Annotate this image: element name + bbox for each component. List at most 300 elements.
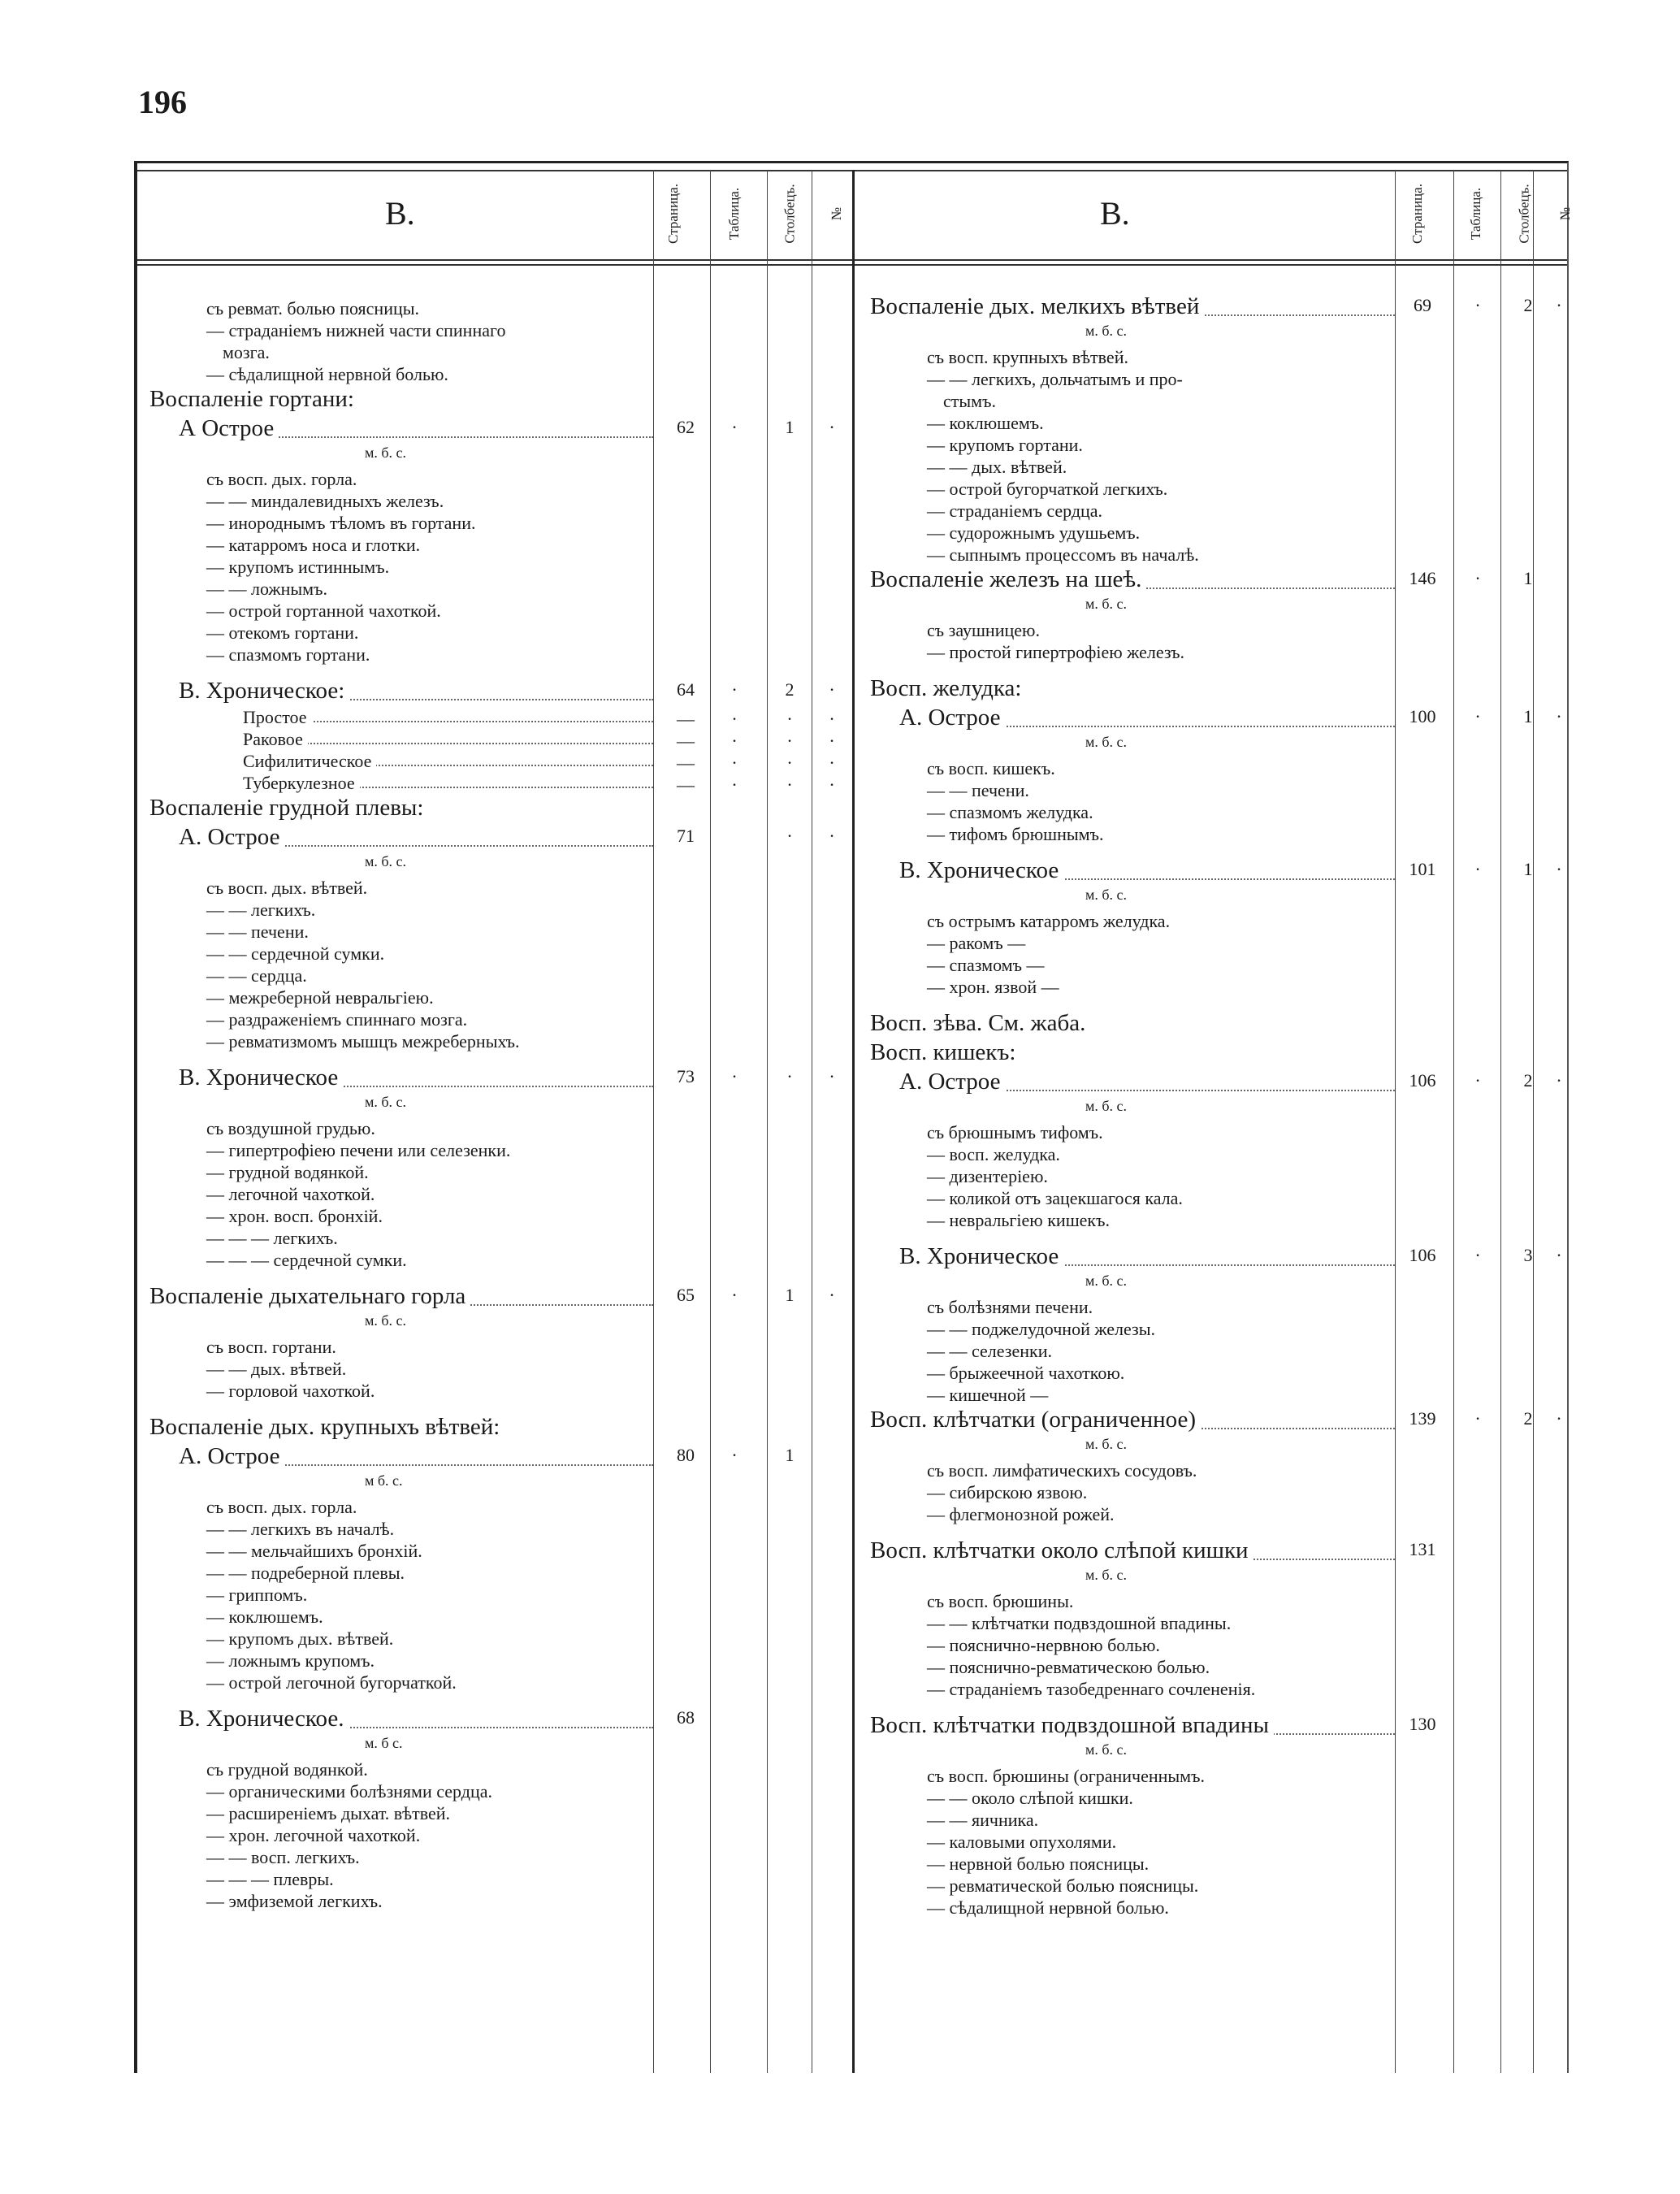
entry-text: — — легкихъ въ началѣ. — [206, 1519, 399, 1539]
spacer — [870, 1701, 1395, 1712]
table-ref: · — [731, 1066, 738, 1086]
entry-text: — — поджелудочной железы. — [927, 1319, 1160, 1339]
spacer — [149, 1053, 653, 1064]
right-col-rule-2 — [1453, 170, 1454, 2073]
index-entry — [149, 535, 653, 557]
index-entry — [870, 1591, 1395, 1613]
entry-text: — сибирскою язвою. — [927, 1482, 1092, 1502]
entry-text: — — около слѣпой кишки. — [927, 1788, 1138, 1808]
entry-text: — брыжеечной чахоткою. — [927, 1363, 1129, 1383]
entry-text: — отекомъ гортани. — [206, 622, 363, 643]
index-entry — [870, 457, 1395, 479]
index-entry — [870, 1875, 1395, 1897]
entry-text: — раздраженіемъ спиннаго мозга. — [206, 1009, 472, 1030]
index-entry — [149, 773, 835, 795]
abbrev-text: м. б. с. — [1085, 1273, 1128, 1289]
entry-text: — коклюшемъ. — [206, 1606, 328, 1627]
index-entry — [870, 1657, 1395, 1679]
entry-text: — хрон. язвой — — [927, 977, 1064, 997]
index-entry — [870, 1712, 1436, 1741]
index-entry — [149, 1606, 653, 1628]
spacer — [149, 1694, 653, 1706]
index-entry — [870, 780, 1395, 802]
index-entry — [870, 501, 1395, 522]
abbrev-text: м. б. с. — [365, 853, 407, 869]
index-entry — [870, 1504, 1395, 1526]
column-ref: · — [786, 731, 793, 751]
number-ref: · — [1556, 1408, 1562, 1429]
index-entry — [149, 987, 653, 1009]
index-entry — [870, 1788, 1395, 1810]
index-entry — [870, 566, 1533, 596]
index-entry — [149, 824, 835, 853]
left-col-rule-3 — [767, 170, 768, 2073]
complication-abbrev — [870, 734, 1395, 758]
entry-text: — — миндалевидныхъ железъ. — [206, 491, 448, 511]
abbrev-text: м. б. с. — [1085, 596, 1128, 612]
entry-heading: В. Хроническое — [899, 1243, 1063, 1269]
entry-text: съ воздушной грудью. — [206, 1118, 380, 1138]
entry-text: — органическими болѣзнями сердца. — [206, 1781, 497, 1802]
entry-text: — эмфиземой легкихъ. — [206, 1891, 388, 1911]
entry-text: Раковое — [243, 729, 308, 749]
page-ref: 68 — [677, 1707, 695, 1728]
entry-text: — — печени. — [206, 921, 314, 942]
index-entry — [870, 1210, 1395, 1232]
abbrev-text: м. б. с. — [1085, 323, 1128, 339]
index-entry — [149, 342, 653, 364]
number-ref: · — [1556, 859, 1562, 879]
index-entry — [149, 751, 835, 773]
index-entry — [870, 1319, 1395, 1341]
index-entry — [870, 1766, 1395, 1788]
page-ref: 106 — [1409, 1070, 1436, 1090]
index-entry — [870, 1069, 1562, 1098]
right-col-table-header: Таблица. — [1468, 187, 1483, 241]
entry-text: — крупомъ гортани. — [927, 435, 1088, 455]
entry-text: — ложнымъ крупомъ. — [206, 1650, 379, 1671]
index-entry — [149, 1140, 653, 1162]
index-entry — [870, 977, 1395, 999]
table-ref: · — [731, 774, 738, 795]
entry-text: — гриппомъ. — [206, 1585, 312, 1605]
index-entry — [149, 1118, 653, 1140]
index-entry — [149, 1781, 653, 1803]
number-ref: · — [1556, 295, 1562, 315]
page-ref: — — [677, 731, 695, 751]
index-entry — [149, 795, 653, 824]
entry-text: — ревматической болью поясницы. — [927, 1875, 1203, 1896]
entry-text: съ восп. кишекъ. — [927, 758, 1060, 778]
left-col-column-header: Столбецъ. — [782, 184, 799, 244]
abbrev-text: м. б. с. — [1085, 734, 1128, 750]
number-ref: · — [829, 752, 835, 773]
entry-text: — инороднымъ тѣломъ въ гортани. — [206, 513, 480, 533]
entry-text: — — клѣтчатки подвздошной впадины. — [927, 1613, 1236, 1633]
entry-heading: В. Хроническое: — [179, 678, 349, 704]
entry-heading: А. Острое — [179, 1443, 285, 1469]
complication-abbrev — [149, 1312, 653, 1337]
entry-heading: А. Острое — [899, 705, 1006, 731]
index-entry — [149, 1759, 653, 1781]
index-entry — [870, 544, 1395, 566]
index-entry — [870, 435, 1395, 457]
table-ref: · — [1474, 568, 1481, 588]
entry-text: Сифилитическое — [243, 751, 376, 771]
index-entry — [870, 802, 1395, 824]
entry-text: — крупомъ истиннымъ. — [206, 557, 394, 577]
entry-text: — невральгіею кишекъ. — [927, 1210, 1115, 1230]
complication-abbrev — [149, 1472, 653, 1497]
entry-text: — нервной болью поясницы. — [927, 1854, 1154, 1874]
entry-text: — крупомъ дых. вѣтвей. — [206, 1628, 398, 1649]
page-ref: 139 — [1409, 1408, 1436, 1429]
spacer — [870, 664, 1395, 675]
index-entry — [149, 943, 653, 965]
entry-text: — легочной чахоткой. — [206, 1184, 379, 1204]
page-ref: 69 — [1414, 295, 1431, 315]
index-entry — [149, 1206, 653, 1228]
complication-abbrev — [870, 1273, 1395, 1297]
index-entry — [870, 642, 1395, 664]
index-entry — [149, 644, 653, 666]
number-ref: · — [1556, 1070, 1562, 1090]
page-ref: 73 — [677, 1066, 695, 1086]
index-entry — [149, 1162, 653, 1184]
number-ref: · — [829, 417, 835, 437]
entry-text: — спазмомъ гортани. — [206, 644, 375, 665]
entry-text: съ восп. брюшины. — [927, 1591, 1078, 1611]
entry-heading: В. Хроническое — [899, 857, 1063, 883]
index-entry — [870, 1679, 1395, 1701]
entry-text: — хрон. легочной чахоткой. — [206, 1825, 425, 1845]
entry-text: Туберкулезное — [243, 773, 360, 793]
index-entry — [870, 293, 1562, 323]
complication-abbrev — [149, 444, 653, 469]
complication-abbrev — [149, 1094, 653, 1118]
page-ref: 64 — [677, 679, 695, 700]
index-entry — [870, 824, 1395, 846]
entry-text: Простое — [243, 707, 312, 727]
entry-text: съ болѣзнями печени. — [927, 1297, 1098, 1317]
spacer — [149, 666, 653, 678]
page-ref: — — [677, 709, 695, 729]
index-entry — [149, 1250, 653, 1272]
index-entry — [870, 955, 1395, 977]
index-entry — [149, 1519, 653, 1541]
index-entry — [870, 1243, 1562, 1273]
index-entry — [149, 1869, 653, 1891]
entry-text: — гипертрофіею печени или селезенки. — [206, 1140, 515, 1160]
column-ref: 3 — [1523, 1245, 1533, 1265]
entry-heading: Восп. клѣтчатки подвздошной впадины — [870, 1712, 1274, 1738]
table-ref: · — [731, 752, 738, 773]
index-entry — [149, 579, 653, 601]
entry-heading: Воспаленіе гортани: — [149, 386, 359, 412]
right-col-column-header: Столбецъ. — [1517, 184, 1533, 244]
entry-text: — восп. желудка. — [927, 1144, 1065, 1164]
index-entry — [870, 1122, 1395, 1144]
entry-text: — острой легочной бугорчаткой. — [206, 1672, 461, 1693]
column-ref: 1 — [785, 1285, 795, 1305]
number-ref: · — [829, 774, 835, 795]
entry-text: — — ложнымъ. — [206, 579, 332, 599]
index-entry — [149, 386, 653, 415]
right-col-rule-1 — [1395, 170, 1396, 2073]
index-entry — [870, 1407, 1562, 1436]
index-entry — [870, 1810, 1395, 1832]
table-ref: · — [731, 709, 738, 729]
abbrev-text: м. б. с. — [365, 1312, 407, 1329]
table-ref: · — [1474, 1070, 1481, 1090]
index-entry — [870, 1166, 1395, 1188]
complication-abbrev — [149, 853, 653, 878]
entry-heading: А. Острое — [899, 1069, 1006, 1095]
entry-text: съ брюшнымъ тифомъ. — [927, 1122, 1108, 1143]
entry-text: — грудной водянкой. — [206, 1162, 374, 1182]
entry-text: — — яичника. — [927, 1810, 1043, 1830]
table-ref: · — [1474, 859, 1481, 879]
entry-text: — — мельчайшихъ бронхій. — [206, 1541, 427, 1561]
entry-text: — катарромъ носа и глотки. — [206, 535, 425, 555]
entry-text: — — легкихъ, дольчатымъ и про- — [927, 369, 1188, 389]
entry-text: съ острымъ катарромъ желудка. — [927, 911, 1175, 931]
number-ref: · — [829, 679, 835, 700]
index-entry — [870, 522, 1395, 544]
entry-heading: Воспаленіе железъ на шеѣ. — [870, 566, 1146, 592]
index-entry — [870, 1613, 1395, 1635]
left-column — [149, 298, 835, 1913]
complication-abbrev — [870, 323, 1395, 347]
index-entry — [870, 933, 1395, 955]
index-entry — [149, 557, 653, 579]
spacer — [870, 1526, 1395, 1537]
entry-heading: Воспаленіе грудной плевы: — [149, 795, 428, 821]
entry-text: — — — легкихъ. — [206, 1228, 343, 1248]
index-entry — [870, 758, 1395, 780]
index-entry — [149, 707, 835, 729]
entry-text: — сѣдалищной нервной болью. — [927, 1897, 1174, 1918]
entry-text: съ ревмат. болью поясницы. — [206, 298, 424, 319]
spacer — [870, 999, 1395, 1010]
left-col-table-header: Таблица. — [726, 187, 742, 241]
entry-text: — ракомъ — — [927, 933, 1030, 953]
page-number: 196 — [138, 84, 187, 120]
entry-text: — спазмомъ желудка. — [927, 802, 1098, 822]
abbrev-text: м. б. с. — [1085, 1741, 1128, 1758]
index-entry — [149, 678, 835, 707]
entry-text: — страданіемъ нижней части спиннаго — [206, 320, 510, 340]
index-entry — [870, 391, 1395, 413]
entry-heading: Воспаленіе дых. крупныхъ вѣтвей: — [149, 1414, 504, 1440]
column-ref: 1 — [1523, 859, 1533, 879]
table-ref: · — [731, 417, 738, 437]
index-entry — [149, 1803, 653, 1825]
entry-text: съ восп. брюшины (ограниченнымъ. — [927, 1766, 1210, 1786]
entry-heading: Восп. клѣтчатки (ограниченное) — [870, 1407, 1201, 1433]
left-col-page-header: Страница. — [665, 184, 682, 244]
entry-text: — тифомъ брюшнымъ. — [927, 824, 1108, 844]
index-entry — [870, 479, 1395, 501]
entry-text: — — — сердечной сумки. — [206, 1250, 412, 1270]
entry-text: — острой гортанной чахоткой. — [206, 601, 446, 621]
entry-text: съ восп. дых. вѣтвей. — [206, 878, 372, 898]
entry-text: съ восп. дых. горла. — [206, 1497, 362, 1517]
right-col-rule-4 — [1533, 170, 1534, 2073]
index-entry — [149, 1585, 653, 1606]
column-ref: · — [786, 709, 793, 729]
right-col-no-header: № — [1557, 206, 1573, 221]
index-entry — [149, 1847, 653, 1869]
entry-text: — — сердца. — [206, 965, 312, 986]
index-entry — [870, 413, 1395, 435]
right-section-letter: В. — [1100, 195, 1130, 232]
entry-text: съ восп. крупныхъ вѣтвей. — [927, 347, 1133, 367]
index-entry — [149, 1650, 653, 1672]
table-ref: · — [731, 731, 738, 751]
column-ref: 2 — [785, 679, 795, 700]
entry-text: — коклюшемъ. — [927, 413, 1049, 433]
page-ref: 80 — [677, 1445, 695, 1465]
index-entry — [870, 1039, 1395, 1069]
entry-text: — — дых. вѣтвей. — [927, 457, 1072, 477]
number-ref: · — [829, 731, 835, 751]
entry-text: — — печени. — [927, 780, 1034, 800]
entry-text: — дизентеріею. — [927, 1166, 1053, 1186]
index-entry — [149, 900, 653, 921]
number-ref: · — [829, 1066, 835, 1086]
spacer — [149, 1272, 653, 1283]
entry-heading: Восп. клѣтчатки около слѣпой кишки — [870, 1537, 1254, 1563]
entry-text: — кишечной — — [927, 1385, 1053, 1405]
page-ref: 100 — [1409, 706, 1436, 726]
spacer — [870, 1232, 1395, 1243]
entry-text: — пояснично-ревматическою болью. — [927, 1657, 1215, 1677]
table-ref: · — [731, 1445, 738, 1465]
spacer — [870, 846, 1395, 857]
index-entry — [149, 1628, 653, 1650]
entry-heading: Воспаленіе дыхательнаго горла — [149, 1283, 470, 1309]
index-entry — [149, 965, 653, 987]
index-entry — [870, 705, 1562, 734]
index-table — [134, 161, 1573, 2073]
entry-heading: Восп. желудка: — [870, 675, 1026, 701]
page-ref: 131 — [1409, 1539, 1436, 1559]
entry-text: — пояснично-нервною болью. — [927, 1635, 1165, 1655]
entry-text: — простой гипертрофіею железъ. — [927, 642, 1189, 662]
index-entry — [149, 1381, 653, 1403]
page-ref: 106 — [1409, 1245, 1436, 1265]
index-entry — [870, 1854, 1395, 1875]
entry-text: — — дых. вѣтвей. — [206, 1359, 351, 1379]
column-ref: 2 — [1523, 1070, 1533, 1090]
table-ref: · — [1474, 1245, 1481, 1265]
number-ref: · — [1556, 1245, 1562, 1265]
entry-heading: В. Хроническое — [179, 1064, 343, 1090]
index-entry — [149, 729, 835, 751]
number-ref: · — [829, 1285, 835, 1305]
entry-text: — страданіемъ сердца. — [927, 501, 1107, 521]
entry-text: — сыпнымъ процессомъ въ началѣ. — [927, 544, 1204, 565]
index-entry — [149, 1563, 653, 1585]
table-ref: · — [1474, 295, 1481, 315]
page-ref: 71 — [677, 826, 695, 846]
index-entry — [149, 1497, 653, 1519]
entry-text: — страданіемъ тазобедреннаго сочлененія. — [927, 1679, 1260, 1699]
entry-text: — расширеніемъ дыхат. вѣтвей. — [206, 1803, 455, 1823]
column-ref: · — [786, 774, 793, 795]
entry-text: — судорожнымъ удушьемъ. — [927, 522, 1145, 543]
index-entry — [149, 513, 653, 535]
entry-text: стымъ. — [943, 391, 1001, 411]
index-entry — [149, 1064, 835, 1094]
complication-abbrev — [870, 1098, 1395, 1122]
index-entry — [870, 1010, 1395, 1039]
abbrev-text: м. б с. — [365, 1735, 403, 1751]
entry-text: — острой бугорчаткой легкихъ. — [927, 479, 1172, 499]
entry-text: мозга. — [223, 342, 275, 362]
index-entry — [149, 1541, 653, 1563]
index-entry — [870, 1635, 1395, 1657]
abbrev-text: м. б. с. — [1085, 887, 1128, 903]
entry-text: — горловой чахоткой. — [206, 1381, 379, 1401]
index-entry — [870, 1363, 1395, 1385]
page-ref: 130 — [1409, 1714, 1436, 1734]
page-ref: — — [677, 774, 695, 795]
entry-heading: Воспаленіе дых. мелкихъ вѣтвей — [870, 293, 1204, 319]
index-entry — [870, 1188, 1395, 1210]
entry-text: — — сердечной сумки. — [206, 943, 389, 964]
left-col-rule-2 — [710, 170, 711, 2073]
index-entry — [870, 369, 1395, 391]
entry-text: съ грудной водянкой. — [206, 1759, 373, 1780]
column-ref: · — [786, 826, 793, 846]
index-entry — [149, 1706, 695, 1735]
column-ref: 1 — [1523, 706, 1533, 726]
entry-text: — хрон. восп. бронхій. — [206, 1206, 388, 1226]
column-ref: 2 — [1523, 1408, 1533, 1429]
index-entry — [149, 298, 653, 320]
index-entry — [149, 878, 653, 900]
index-entry — [149, 320, 653, 342]
index-entry — [149, 1031, 653, 1053]
page-ref: 101 — [1409, 859, 1436, 879]
complication-abbrev — [149, 1735, 653, 1759]
entry-heading: Восп. кишекъ: — [870, 1039, 1020, 1065]
entry-text: съ заушницею. — [927, 620, 1045, 640]
abbrev-text: м. б. с. — [1085, 1098, 1128, 1114]
column-ref: · — [786, 1066, 793, 1086]
column-ref: 1 — [785, 417, 795, 437]
index-entry — [870, 1897, 1395, 1919]
index-entry — [149, 364, 653, 386]
number-ref: · — [829, 709, 835, 729]
abbrev-text: м. б. с. — [1085, 1567, 1128, 1583]
complication-abbrev — [870, 1436, 1395, 1460]
entry-text: съ восп. гортани. — [206, 1337, 341, 1357]
entry-text: — спазмомъ — — [927, 955, 1049, 975]
index-entry — [149, 622, 653, 644]
index-entry — [149, 469, 653, 491]
entry-text: — флегмонозной рожей. — [927, 1504, 1119, 1524]
column-ref: 2 — [1523, 295, 1533, 315]
index-entry — [149, 1672, 653, 1694]
table-ref: · — [1474, 706, 1481, 726]
entry-heading: Восп. зѣва. См. жаба. — [870, 1010, 1090, 1036]
table-ref: · — [731, 679, 738, 700]
left-col-no-header: № — [828, 206, 844, 221]
index-entry — [149, 1825, 653, 1847]
